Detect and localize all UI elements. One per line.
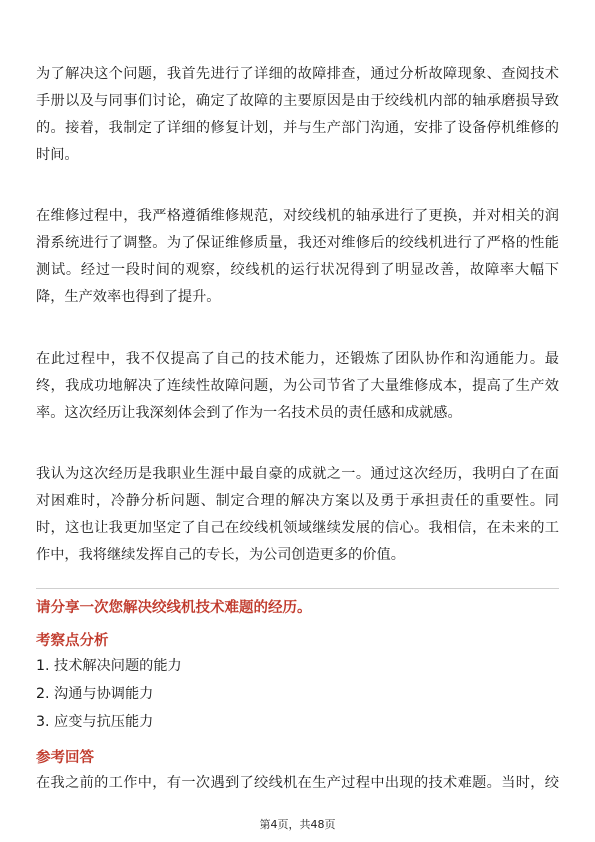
text-line: 终，我成功地解决了连续性故障问题，为公司节省了大量维修成本，提高了生产效 (36, 378, 559, 394)
text-line: 对困难时，冷静分析问题、制定合理的解决方案以及勇于承担责任的重要性。同 (36, 493, 559, 509)
question-title: 请分享一次您解决绞线机技术难题的经历。 (36, 600, 312, 616)
text-line: 滑系统进行了调整。为了保证维修质量，我还对维修后的绞线机进行了严格的性能 (36, 235, 559, 251)
text-line: 的。接着，我制定了详细的修复计划，并与生产部门沟通，安排了设备停机维修的 (36, 120, 559, 136)
text-line: 在我之前的工作中，有一次遇到了绞线机在生产过程中出现的技术难题。当时，绞 (36, 775, 559, 791)
section-divider (36, 588, 559, 589)
text-line: 我认为这次经历是我职业生涯中最自豪的成就之一。通过这次经历，我明白了在面 (36, 466, 559, 482)
text-line: 作中，我将继续发挥自己的专长，为公司创造更多的价值。 (36, 547, 405, 563)
text-line: 在此过程中，我不仅提高了自己的技术能力，还锻炼了团队协作和沟通能力。最 (36, 351, 559, 367)
analysis-point: 2. 沟通与协调能力 (36, 686, 154, 702)
analysis-heading: 考察点分析 (36, 633, 109, 649)
reference-heading: 参考回答 (36, 750, 94, 766)
paragraph-reflection (36, 461, 559, 569)
text-line: 手册以及与同事们讨论，确定了故障的主要原因是由于绞线机内部的轴承磨损导致 (36, 93, 559, 109)
analysis-point: 3. 应变与抗压能力 (36, 714, 154, 730)
text-line: 降，生产效率也得到了提升。 (36, 289, 221, 305)
paragraph-repair (36, 203, 559, 311)
text-line: 时，这也让我更加坚定了自己在绞线机领域继续发展的信心。我相信，在未来的工 (36, 520, 559, 536)
paragraph-troubleshooting (36, 61, 559, 169)
text-line: 在维修过程中，我严格遵循维修规范，对绞线机的轴承进行了更换，并对相关的润 (36, 208, 559, 224)
text-line: 率。这次经历让我深刻体会到了作为一名技术员的责任感和成就感。 (36, 405, 462, 421)
page-number-footer: 第4页，共48页 (259, 818, 336, 831)
paragraph-outcome (36, 346, 559, 427)
analysis-point: 1. 技术解决问题的能力 (36, 658, 182, 674)
text-line: 测试。经过一段时间的观察，绞线机的运行状况得到了明显改善，故障率大幅下 (36, 262, 559, 278)
text-line: 为了解决这个问题，我首先进行了详细的故障排查，通过分析故障现象、查阅技术 (36, 66, 559, 82)
text-line: 时间。 (36, 147, 79, 163)
reference-answer (36, 770, 559, 797)
